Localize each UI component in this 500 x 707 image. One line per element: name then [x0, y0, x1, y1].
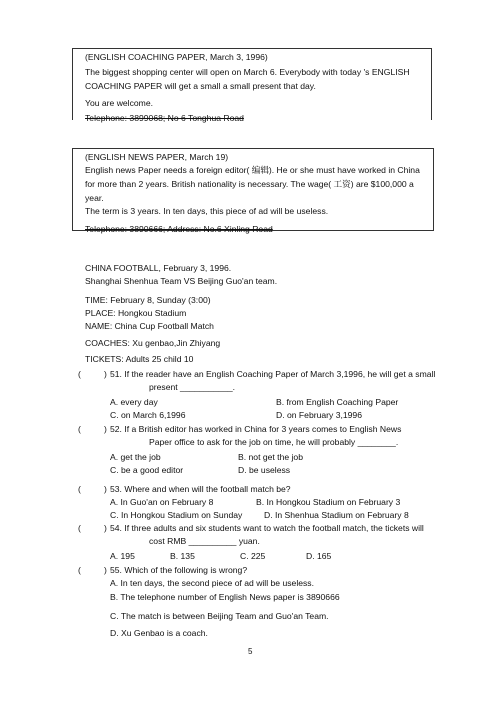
q52-option-d: D. be useless	[238, 465, 291, 475]
page-number: 5	[248, 647, 253, 656]
q55-option-b: B. The telephone number of English News paper is 3890666	[110, 592, 340, 602]
ad1-line4: Telephone: 3899068; No 6 Tonghua Road	[85, 113, 244, 123]
q52-option-a: A. get the job	[110, 452, 161, 462]
q51-option-b: B. from English Coaching Paper	[276, 397, 399, 407]
q55-open-paren: (	[78, 565, 81, 575]
q54-close-paren: )	[104, 523, 107, 533]
q55-stem-line1: 55. Which of the following is wrong?	[110, 565, 248, 575]
q52-stem-line1: 52. If a British editor has worked in China for 3 years comes to English News	[110, 424, 402, 434]
ad2-line5: Telephone: 3890666; Address: No.6 Xinling Road	[85, 224, 273, 234]
q51-option-a: A. every day	[110, 397, 158, 407]
ad2-line3: year.	[85, 193, 104, 203]
q54-option-b: B. 135	[170, 551, 195, 561]
ad3-name: NAME: China Cup Football Match	[85, 321, 214, 331]
ad3-title: CHINA FOOTBALL, February 3, 1996.	[85, 263, 232, 273]
q51-open-paren: (	[78, 369, 81, 379]
q55-close-paren: )	[104, 565, 107, 575]
q53-stem-line1: 53. Where and when will the football match be?	[110, 484, 291, 494]
ad3-time: TIME: February 8, Sunday (3:00)	[85, 295, 211, 305]
q51-option-c: C. on March 6,1996	[110, 410, 186, 420]
q51-stem-line2: present ___________.	[149, 382, 236, 392]
q53-open-paren: (	[78, 484, 81, 494]
q54-option-a: A. 195	[110, 551, 135, 561]
q55-option-d: D. Xu Genbao is a coach.	[110, 628, 208, 638]
ad1-title: (ENGLISH COACHING PAPER, March 3, 1996)	[85, 52, 268, 62]
q55-option-c: C. The match is between Beijing Team and Guo'an Team.	[110, 611, 329, 621]
q52-close-paren: )	[104, 424, 107, 434]
ad2-title: (ENGLISH NEWS PAPER, March 19)	[85, 152, 229, 162]
q54-stem-line2: cost RMB __________ yuan.	[149, 536, 260, 546]
q52-option-c: C. be a good editor	[110, 465, 184, 475]
q54-stem-line1: 54. If three adults and six students want to watch the football match, the tickets will	[110, 523, 424, 533]
ad3-place: PLACE: Hongkou Stadium	[85, 308, 187, 318]
q53-close-paren: )	[104, 484, 107, 494]
q54-open-paren: (	[78, 523, 81, 533]
ad3-line1: Shanghai Shenhua Team VS Beijing Guo'an team.	[85, 276, 278, 286]
q53-option-b: B. In Hongkou Stadium on February 3	[256, 497, 401, 507]
ad3-tickets: TICKETS: Adults 25 child 10	[85, 354, 194, 364]
ad1-line3: You are welcome.	[85, 98, 153, 108]
ad1-line2: COACHING PAPER will get a small a small present that day.	[85, 81, 316, 91]
q53-option-c: C. In Hongkou Stadium on Sunday	[110, 510, 243, 520]
q51-option-d: D. on February 3,1996	[276, 410, 362, 420]
ad2-line4: The term is 3 years. In ten days, this piece of ad will be useless.	[85, 206, 329, 216]
q55-option-a: A. In ten days, the second piece of ad will be useless.	[110, 578, 314, 588]
ad1-line1: The biggest shopping center will open on March 6. Everybody with today 's ENGLISH	[85, 67, 410, 77]
q52-open-paren: (	[78, 424, 81, 434]
ad3-coaches: COACHES: Xu genbao,Jin Zhiyang	[85, 338, 221, 348]
q54-option-c: C. 225	[240, 551, 266, 561]
ad2-line2: for more than 2 years. British nationality is necessary. The wage( 工资) are $100,000 a	[85, 179, 414, 189]
q51-stem-line1: 51. If the reader have an English Coaching Paper of March 3,1996, he will get a small	[110, 369, 436, 379]
q52-option-b: B. not get the job	[238, 452, 303, 462]
ad2-line1: English news Paper needs a foreign editor( 编辑). He or she must have worked in China	[85, 165, 420, 175]
q53-option-d: D. In Shenhua Stadium on February 8	[264, 510, 409, 520]
q53-option-a: A. In Guo'an on February 8	[110, 497, 214, 507]
q51-close-paren: )	[104, 369, 107, 379]
q52-stem-line2: Paper office to ask for the job on time, he will probably ________.	[149, 437, 399, 447]
q54-option-d: D. 165	[306, 551, 332, 561]
